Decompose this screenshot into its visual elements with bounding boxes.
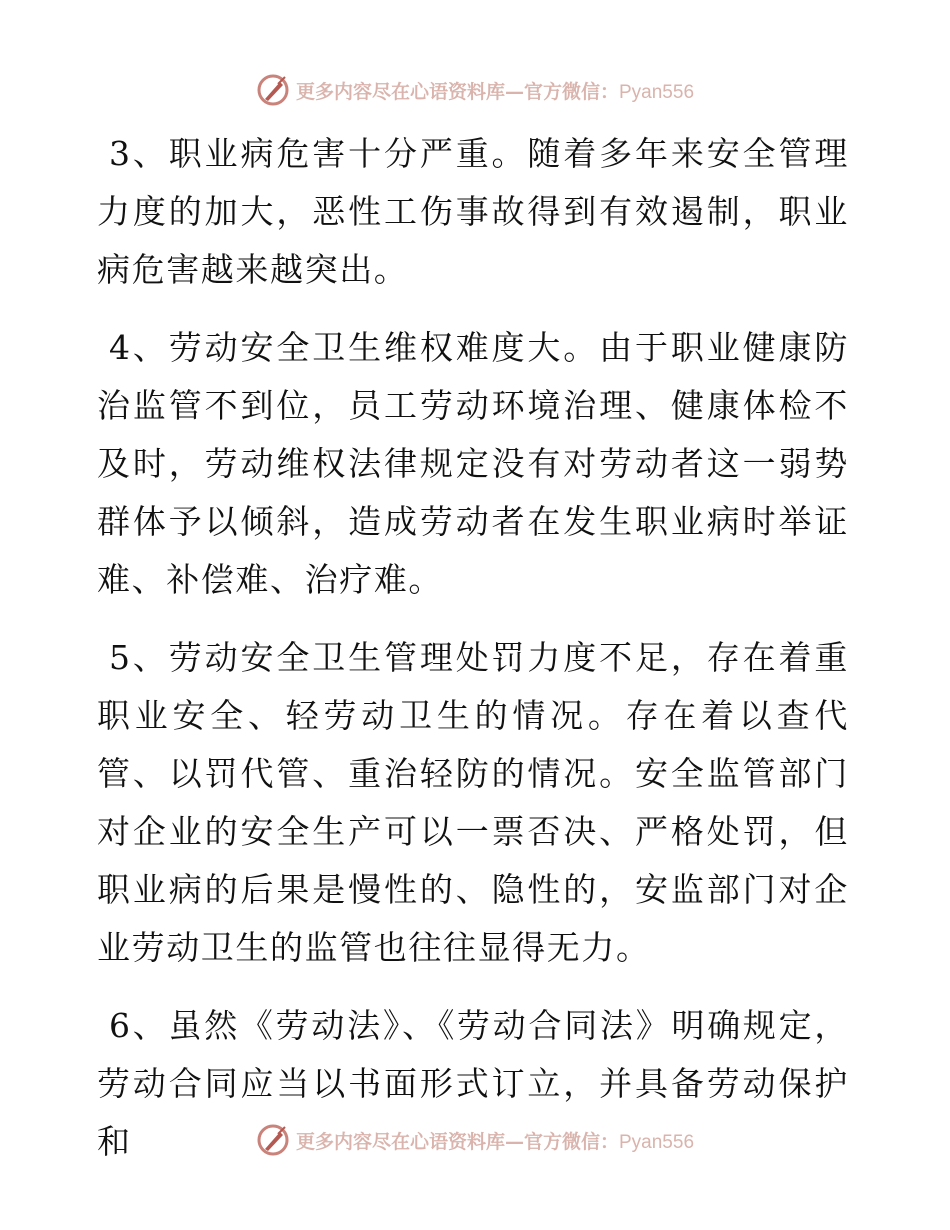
quill-logo-icon xyxy=(256,1123,290,1157)
header-watermark xyxy=(0,70,950,110)
quill-logo-icon xyxy=(256,73,290,107)
watermark-wechat-id: Pyan556 xyxy=(619,81,695,103)
document-body xyxy=(97,125,849,1191)
watermark-text: 更多内容尽在心语资料库—官方微信：Pyan556 xyxy=(295,1130,695,1153)
paragraph-3: 3、职业病危害十分严重。随着多年来安全管理力度的加大，恶性工伤事故得到有效遏制，职业病危害越来越突出。 xyxy=(97,134,849,289)
paragraph-5: 5、劳动安全卫生管理处罚力度不足，存在着重职业安全、轻劳动卫生的情况。存在着以查代管、以罚代管、重治轻防的情况。安全监管部门对企业的安全生产可以一票否决、严格处罚，但职业病的后果是慢性的、隐性的，安监部门对企业劳动卫生的监管也往往显得无力。 xyxy=(97,638,849,967)
watermark-wechat-id: Pyan556 xyxy=(619,1131,695,1153)
watermark-text: 更多内容尽在心语资料库—官方微信：Pyan556 xyxy=(295,80,695,103)
paragraph-4: 4、劳动安全卫生维权难度大。由于职业健康防治监管不到位，员工劳动环境治理、健康体检不及时，劳动维权法律规定没有对劳动者这一弱势群体予以倾斜，造成劳动者在发生职业病时举证难、补偿难、治疗难。 xyxy=(97,328,849,599)
paragraph-6: 6、虽然《劳动法》、《劳动合同法》明确规定，劳动合同应当以书面形式订立，并具备劳动保护和 xyxy=(97,1006,849,1161)
footer-watermark xyxy=(0,1120,950,1160)
